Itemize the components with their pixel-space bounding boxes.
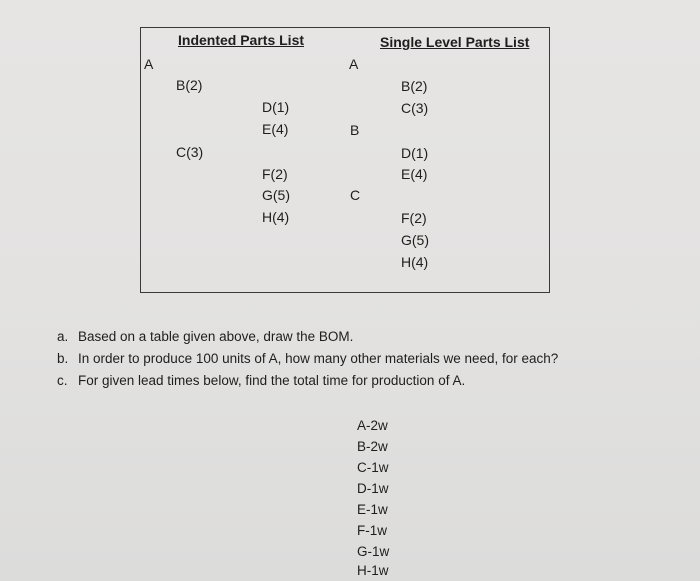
single-level-parent: C bbox=[350, 187, 361, 203]
lead-time-item: H-1w bbox=[357, 563, 389, 578]
single-level-child: G(5) bbox=[401, 232, 429, 248]
indented-parts-list-heading: Indented Parts List bbox=[178, 32, 305, 48]
lead-time-item: G-1w bbox=[357, 544, 390, 559]
indented-level2-item: G(5) bbox=[262, 187, 290, 203]
lead-time-item: C-1w bbox=[357, 460, 389, 475]
single-level-child: B(2) bbox=[401, 78, 428, 94]
indented-level2-item: H(4) bbox=[262, 209, 290, 225]
single-level-parent: A bbox=[349, 56, 359, 72]
lead-time-item: D-1w bbox=[357, 481, 389, 496]
indented-level1-item: C(3) bbox=[176, 144, 204, 160]
indented-level2-item: D(1) bbox=[262, 99, 290, 115]
indented-level2-item: E(4) bbox=[262, 121, 289, 137]
lead-time-item: F-1w bbox=[357, 523, 387, 538]
question-marker: c. bbox=[57, 373, 68, 388]
question-text: Based on a table given above, draw the BOM. bbox=[78, 329, 354, 344]
single-level-child: C(3) bbox=[401, 100, 429, 116]
single-level-child: D(1) bbox=[401, 145, 429, 161]
lead-time-item: E-1w bbox=[357, 502, 388, 517]
indented-level1-item: B(2) bbox=[176, 77, 203, 93]
single-level-child: F(2) bbox=[401, 210, 427, 226]
parts-list-box bbox=[140, 27, 550, 293]
indented-root-item: A bbox=[144, 56, 154, 72]
indented-level2-item: F(2) bbox=[262, 166, 288, 182]
lead-time-item: A-2w bbox=[357, 418, 388, 433]
single-level-parts-list-heading: Single Level Parts List bbox=[380, 34, 530, 50]
question-marker: b. bbox=[57, 351, 69, 366]
question-marker: a. bbox=[57, 329, 69, 344]
question-text: For given lead times below, find the total time for production of A. bbox=[78, 373, 466, 388]
single-level-child: E(4) bbox=[401, 166, 428, 182]
lead-time-item: B-2w bbox=[357, 439, 388, 454]
question-text: In order to produce 100 units of A, how many other materials we need, for each? bbox=[78, 351, 559, 366]
single-level-parent: B bbox=[350, 122, 360, 138]
single-level-child: H(4) bbox=[401, 254, 429, 270]
